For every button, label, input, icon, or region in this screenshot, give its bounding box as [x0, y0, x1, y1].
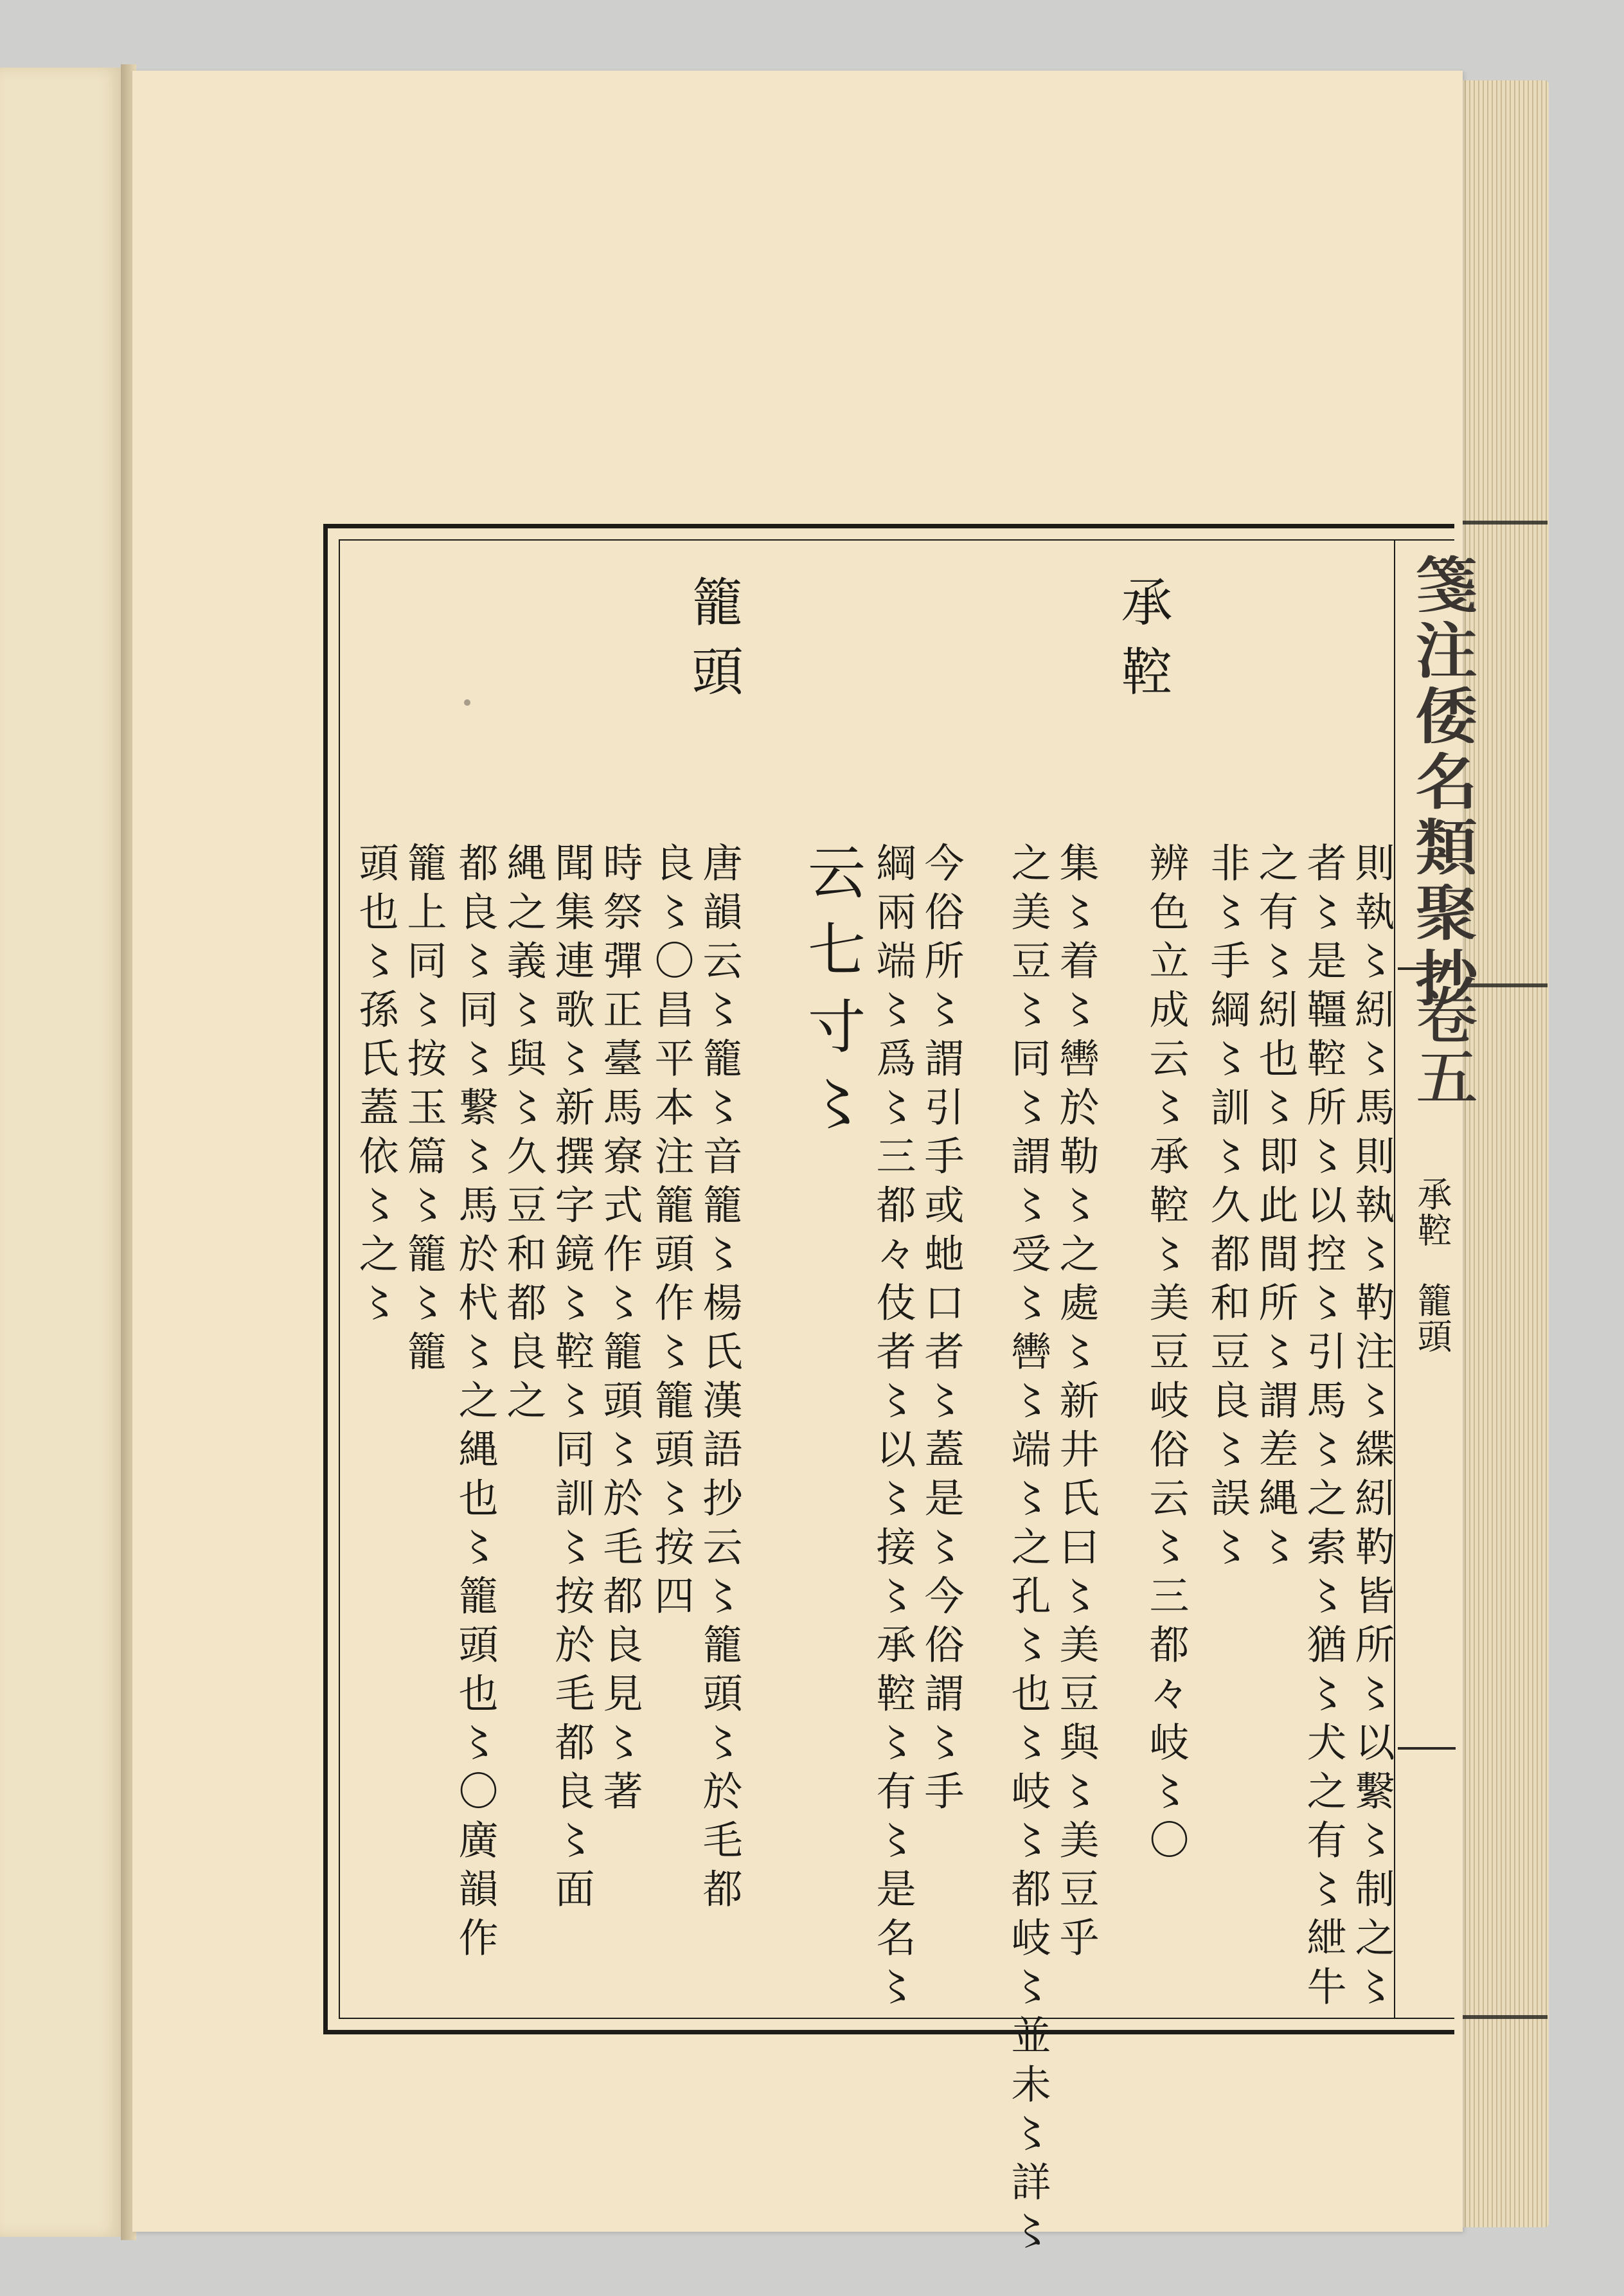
text-column-9: 綱兩端〻爲〻三都々伎者〻以〻接〻承鞚〻有〻是名〻 — [870, 842, 916, 2014]
text-column-5: 辨色立成云〻承鞚〻美豆岐俗云〻三都々岐〻〇 — [1143, 842, 1190, 1868]
text-column-1: 則執〻紖〻馬則執〻靮注〻緤紖靮皆所〻以繫〻制之〻 — [1348, 842, 1395, 2014]
text-column-10: 云七寸〻 — [798, 842, 865, 1151]
volume-label: 卷五 — [1405, 983, 1477, 1107]
page-fore-edge — [1452, 80, 1549, 2227]
text-column-18: 頭也〻孫氏蓋依〻之〻 — [352, 842, 399, 1331]
text-column-13: 時祭彈正臺馬寮式作〻籠頭〻於毛都良見〻著 — [596, 842, 643, 1819]
side-label-jouko: 承鞚 — [1412, 1176, 1452, 1248]
text-column-2: 者〻是韁鞚所〻以控〻引馬〻之索〻猶〻犬之有〻紲牛 — [1300, 842, 1347, 2014]
heading-rotou: 籠頭 — [683, 575, 743, 714]
text-column-14: 聞集連歌〻新撰字鏡〻鞚〻同訓〻按於毛都良〻面 — [548, 842, 595, 1917]
text-column-16: 都良〻同〻繋〻馬於杙〻之縄也〻籠頭也〻〇廣韻作 — [452, 842, 499, 1966]
text-column-4: 非〻手綱〻訓〻久都和豆良〻誤〻 — [1204, 842, 1251, 1575]
text-column-7: 之美豆〻同〻謂〻受〻轡〻端〻之孔〻也〻岐〻都岐〻並未〻詳〻 — [1004, 842, 1051, 2259]
text-column-17: 籠上同〻按玉篇〻籠〻籠 — [400, 842, 447, 1379]
fore-edge-print-line — [1454, 2015, 1548, 2019]
side-label-rotou: 籠頭 — [1412, 1282, 1452, 1354]
text-column-11: 唐韻云〻籠〻音籠〻楊氏漢語抄云〻籠頭〻於毛都 — [696, 842, 743, 1917]
fore-edge-print-line — [1454, 521, 1548, 525]
text-column-15: 縄之義〻與〻久豆和都良之 — [500, 842, 547, 1428]
paper-speck — [464, 699, 470, 706]
text-column-6: 集〻着〻轡於勒〻之處〻新井氏曰〻美豆與〻美豆乎 — [1053, 842, 1100, 1966]
text-column-3: 之有〻紖也〻即此間所〻謂差縄〻 — [1252, 842, 1299, 1575]
text-column-8: 今俗所〻謂引手或虵口者〻蓋是〻今俗謂〻手 — [918, 842, 965, 1819]
margin-divider — [1398, 1747, 1456, 1750]
book-title: 箋注倭名類聚抄 — [1405, 553, 1477, 1012]
heading-jouko: 承鞚 — [1112, 575, 1172, 714]
left-page — [0, 67, 123, 2237]
text-column-12: 良〻〇昌平本注籠頭作〻籠頭〻按四 — [648, 842, 695, 1624]
